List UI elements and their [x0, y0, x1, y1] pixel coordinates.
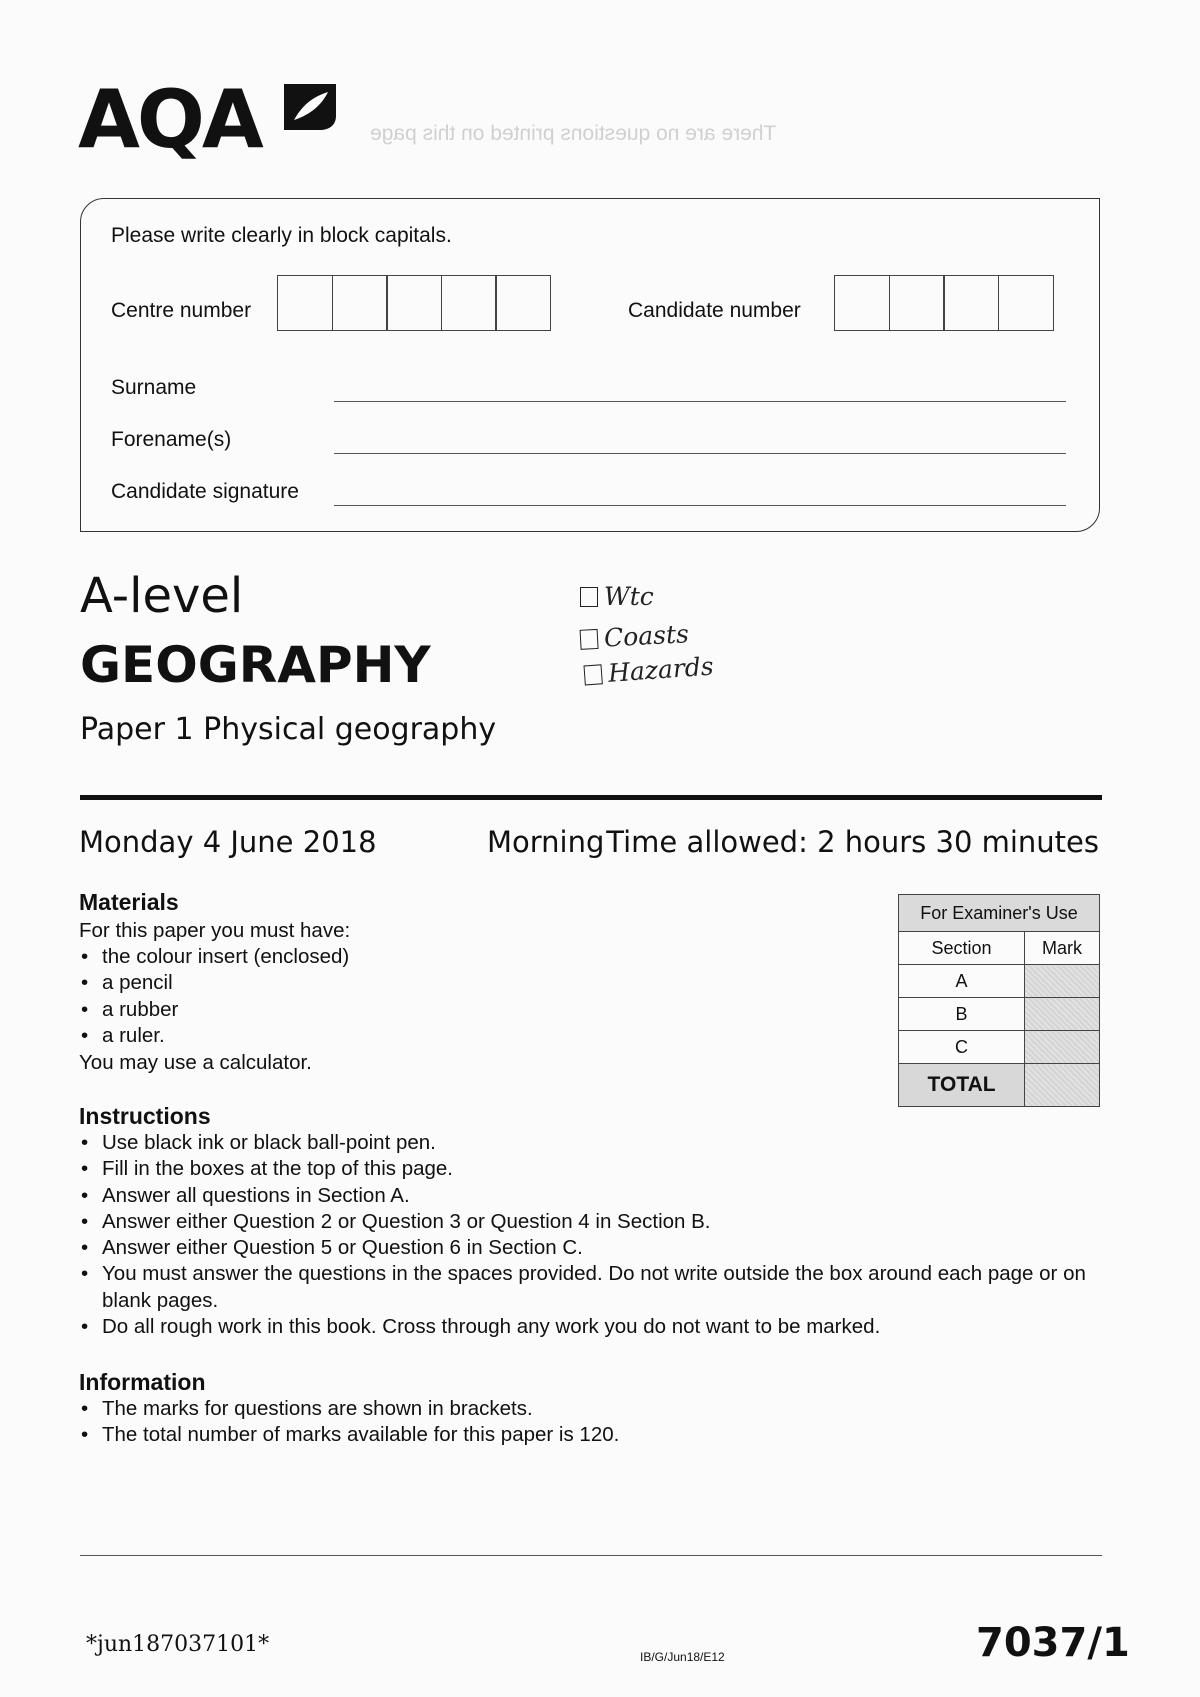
digit-box[interactable] [889, 275, 945, 331]
paper-title: Paper 1 Physical geography [80, 712, 497, 747]
materials-heading: Materials [79, 889, 179, 915]
exam-date: Monday 4 June 2018 [79, 825, 377, 859]
list-item: • Answer all questions in Section A. [79, 1183, 1089, 1209]
list-item: • a rubber [79, 997, 349, 1023]
forenames-line[interactable] [334, 453, 1066, 454]
examiner-table-title: For Examiner's Use [899, 895, 1100, 932]
checkbox-icon [583, 664, 602, 685]
paper-code: 7037/1 [976, 1620, 1130, 1666]
surname-line[interactable] [334, 401, 1066, 402]
checkbox-icon [580, 629, 599, 650]
section-cell: A [899, 965, 1025, 998]
mark-cell [1025, 1031, 1100, 1064]
calculator-note: You may use a calculator. [79, 1051, 312, 1074]
mark-column-header: Mark [1025, 932, 1100, 965]
handwritten-note: Wtc [580, 582, 654, 611]
handwritten-note: Hazards [583, 652, 714, 690]
digit-box[interactable] [386, 275, 442, 331]
aqa-flag-icon [282, 80, 338, 136]
barcode-text: *jun187037101* [86, 1632, 270, 1657]
surname-label: Surname [111, 376, 197, 399]
signature-line[interactable] [334, 505, 1066, 506]
time-allowed: Time allowed: 2 hours 30 minutes [606, 825, 1099, 859]
digit-box[interactable] [495, 275, 551, 331]
list-item: • a ruler. [79, 1023, 349, 1049]
section-cell: B [899, 998, 1025, 1031]
information-list [79, 1396, 619, 1449]
footer-rule [80, 1555, 1102, 1556]
materials-intro: For this paper you must have: [79, 919, 351, 942]
checkbox-icon [580, 587, 598, 607]
list-item: • You must answer the questions in the spaces provided. Do not write outside the box around each page or on blank pages. [79, 1261, 1089, 1314]
section-cell: C [899, 1031, 1025, 1064]
mark-cell [1025, 998, 1100, 1031]
show-through-text: There are no questions printed on this page [370, 122, 777, 145]
digit-box[interactable] [943, 275, 999, 331]
header-rule [80, 795, 1102, 800]
list-item: • a pencil [79, 970, 349, 996]
digit-box[interactable] [834, 275, 890, 331]
mark-cell [1025, 965, 1100, 998]
list-item: • Answer either Question 2 or Question 3 or Question 4 in Section B. [79, 1209, 1089, 1235]
materials-list [79, 944, 349, 1049]
total-mark-cell [1025, 1064, 1100, 1107]
candidate-number-boxes[interactable] [834, 275, 1052, 331]
examiner-use-table [898, 894, 1100, 1107]
digit-box[interactable] [998, 275, 1054, 331]
candidate-number-label: Candidate number [628, 299, 801, 322]
list-item: • Answer either Question 5 or Question 6 in Section C. [79, 1235, 1089, 1261]
centre-number-label: Centre number [111, 299, 252, 322]
subject-title: GEOGRAPHY [80, 636, 431, 694]
list-item: • Do all rough work in this book. Cross through any work you do not want to be marked. [79, 1314, 1089, 1340]
instructions-heading: Instructions [79, 1103, 211, 1129]
digit-box[interactable] [441, 275, 497, 331]
forenames-label: Forename(s) [111, 428, 232, 451]
centre-number-boxes[interactable] [277, 275, 550, 331]
list-item: • The total number of marks available for this paper is 120. [79, 1422, 619, 1448]
list-item: • Use black ink or black ball-point pen. [79, 1130, 1089, 1156]
list-item: • Fill in the boxes at the top of this page. [79, 1156, 1089, 1182]
qualification-level: A-level [80, 568, 244, 624]
exam-session: Morning [487, 825, 605, 859]
list-item: • The marks for questions are shown in brackets. [79, 1396, 619, 1422]
aqa-logo: AQA [78, 73, 261, 166]
digit-box[interactable] [277, 275, 333, 331]
instructions-list [79, 1130, 1089, 1340]
section-column-header: Section [899, 932, 1025, 965]
handwritten-note: Coasts [579, 619, 689, 654]
digit-box[interactable] [332, 275, 388, 331]
information-heading: Information [79, 1369, 206, 1395]
total-label: TOTAL [899, 1064, 1025, 1107]
document-reference: IB/G/Jun18/E12 [640, 1650, 725, 1664]
list-item: • the colour insert (enclosed) [79, 944, 349, 970]
signature-label: Candidate signature [111, 480, 299, 503]
block-capitals-instruction: Please write clearly in block capitals. [111, 224, 452, 247]
